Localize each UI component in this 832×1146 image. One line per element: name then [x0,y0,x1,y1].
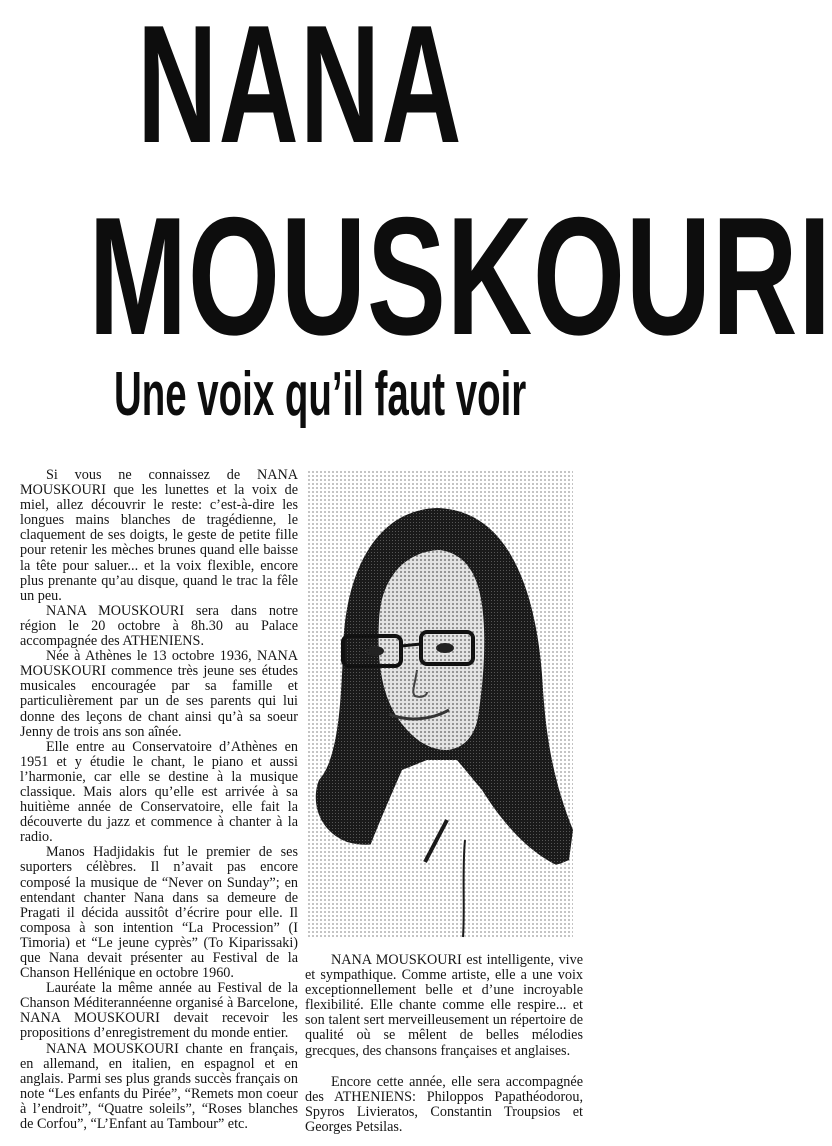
photo-eye-left [366,646,384,656]
article-right-column [305,953,583,1135]
article-paragraph: NANA MOUSKOURI est intelligente, vive et sympathique. Comme artiste, elle a une voix exceptionnellement belle et d’une incroyable flexibilité. Elle chante comme elle respire... et son talent sert merveilleusement un répertoire de qualité où se mêlent de belles mélodies grecques, des chansons françaises et anglaises. [305,952,583,1059]
headline-last-name: MOUSKOURI [88,182,832,370]
portrait-photo [307,470,573,937]
photo-glasses-bridge [401,644,421,646]
article-paragraph: NANA MOUSKOURI sera dans notre région le 20 octobre à 8h.30 au Palace accompagnée des ATHENIENS. [20,602,298,650]
article-paragraph: NANA MOUSKOURI chante en français, en allemand, en italien, en espagnol et en anglais. Parmi ses plus grands succès français on note “Les enfants du Pirée”, “Remets mon coeur à l’endroit”, “Quatre soleils”, “Roses blanches de Corfou”, “L’Enfant au Tambour” etc. [20,1040,298,1133]
headline-first-name: NANA [137,0,463,178]
photo-eye-right [436,643,454,653]
article-left-column [20,468,298,1132]
article-paragraph: Si vous ne connaissez de NANA MOUSKOURI que les lunettes et la voix de miel, allez découvrir le reste: c’est-à-dire les longues mains blanches de tragédienne, le claquement de ses doigts, le geste de petite fille pour retenir les mèches brunes quand elle baisse la tête pour saluer... et la voix flexible, encore plus prenante qu’au disque, quand le trac la fêle un peu. [20,467,298,604]
article-paragraph: Elle entre au Conservatoire d’Athènes en 1951 et y étudie le chant, le piano et aussi l’harmonie, car elle se destine à la musique classique. Mais alors qu’elle est arrivée à sa huitième année de Conservatoire, elle fait la découverte du jazz et commence à chanter à la radio. [20,738,298,846]
article-paragraph: Née à Athènes le 13 octobre 1936, NANA MOUSKOURI commence très jeune ses études musicales encouragée par sa famille et particulièrement par un de ses parents qui lui donne des leçons de chant ainsi qu’à sa soeur Jenny de trois ans son aînée. [20,648,298,740]
portrait-photo-icon [307,470,573,937]
headline-subtitle: Une voix qu’il faut voir [114,360,527,429]
article-paragraph: Encore cette année, elle sera accompagnée des ATHENIENS: Philoppos Papathéodorou, Spyros Livieratos, Constantin Troupsios et Georges Petsilas. [305,1073,583,1135]
article-paragraph: Manos Hadjidakis fut le premier de ses suporters célèbres. Il n’avait pas encore composé la musique de “Never on Sunday”; en entendant chanter Nana dans sa demeure de Pragati il décida aussitôt d’écrire pour elle. Il composa à son intention “La Procession” (I Timoria) et “Le jeune cyprès” (To Kiparissaki) que Nana devait présenter au Festival de la Chanson Hellénique en octobre 1960. [20,844,298,982]
article-paragraph: Lauréate la même année au Festival de la Chanson Méditerannéenne organisé à Barcelone, NANA MOUSKOURI devait recevoir les propositions d’enregistrement du monde entier. [20,980,298,1042]
